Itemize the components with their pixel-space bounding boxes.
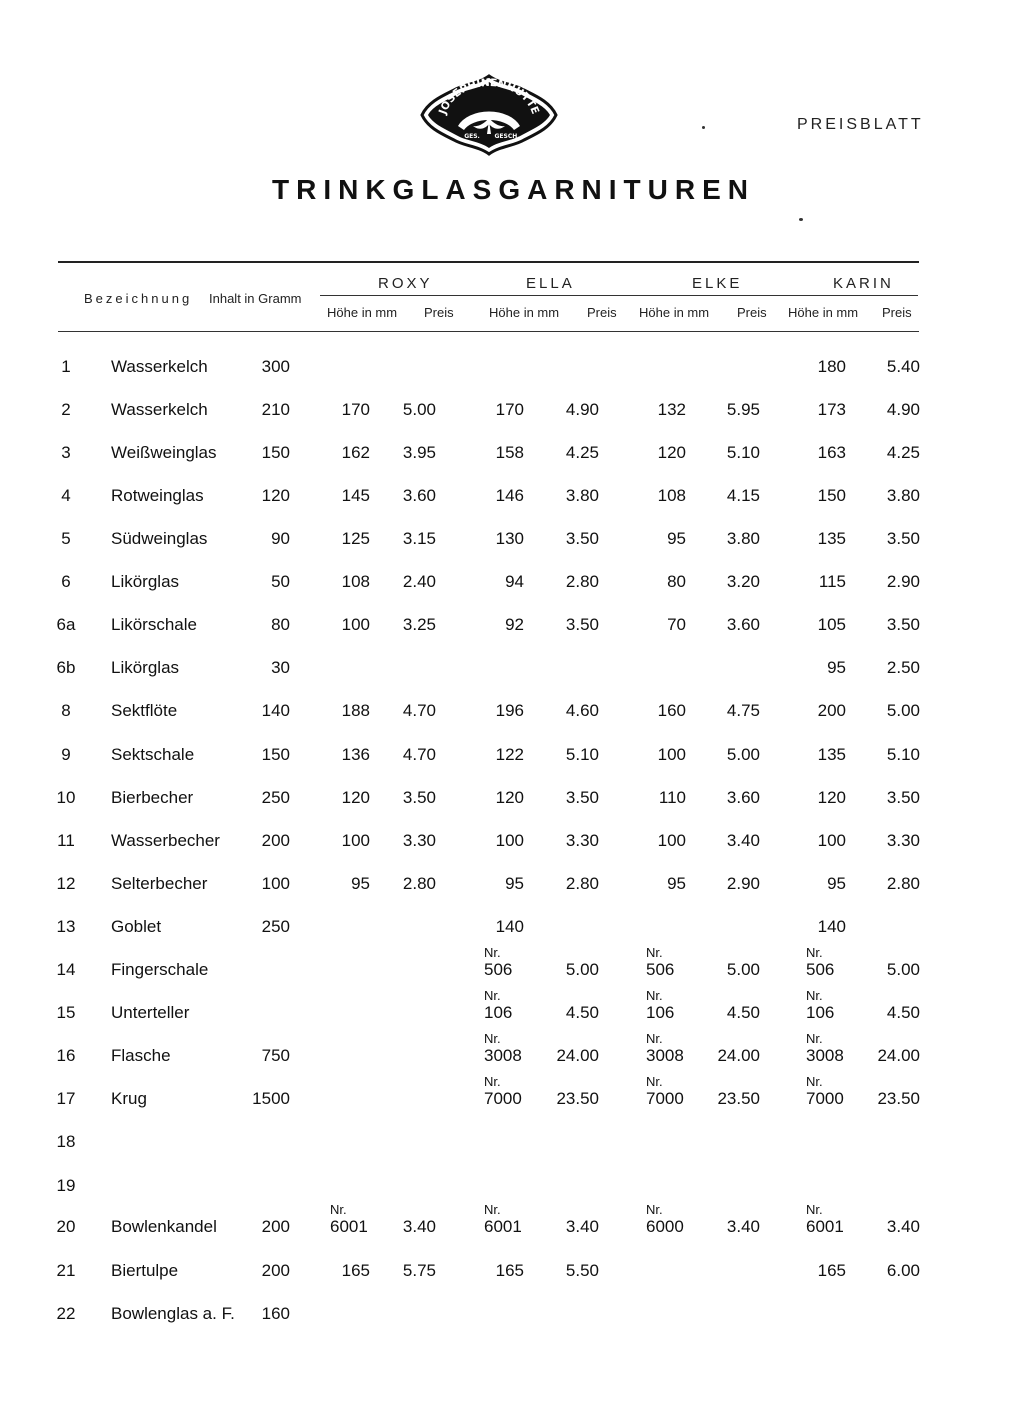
row-bezeichnung: Likörglas xyxy=(111,658,180,677)
table-row xyxy=(0,615,1024,635)
article-number-prefix: Nr. xyxy=(806,1202,823,1217)
cell-karin-p: 6.00 xyxy=(886,1261,920,1280)
row-number: 6b xyxy=(56,658,76,677)
cell-ella-p: 5.50 xyxy=(565,1261,599,1280)
logo-arc-text: JOSEPHINENHÜTTE xyxy=(436,76,542,116)
cell-ella-h: 92 xyxy=(505,615,524,634)
article-number xyxy=(646,1074,684,1109)
cell-elke-h: 132 xyxy=(657,400,686,419)
cell-karin-p: 4.90 xyxy=(886,400,920,419)
table-row xyxy=(0,831,1024,851)
cell-elke-p: 3.40 xyxy=(726,831,760,850)
cell-karin-p: 3.80 xyxy=(886,486,920,505)
cell-karin-p: 3.30 xyxy=(886,831,920,850)
column-header-bezeichnung: Bezeichnung xyxy=(84,291,193,306)
row-inhalt: 150 xyxy=(261,443,290,462)
article-number-value: 506 xyxy=(484,960,513,979)
subheader-hoehe-ella: Höhe in mm xyxy=(489,305,560,320)
cell-karin-h: 135 xyxy=(817,529,846,548)
cell-roxy-p: 3.15 xyxy=(402,529,436,548)
row-bezeichnung: Selterbecher xyxy=(111,874,208,893)
cell-karin-h: 165 xyxy=(817,1261,846,1280)
row-inhalt: 250 xyxy=(261,917,290,936)
article-number-value: 6001 xyxy=(484,1217,522,1236)
cell-elke-p: 5.95 xyxy=(726,400,760,419)
cell-ella-p: 3.40 xyxy=(565,1217,599,1236)
row-bezeichnung: Likörglas xyxy=(111,572,180,591)
table-row xyxy=(0,945,1024,980)
table-row xyxy=(0,1202,1024,1237)
article-number-value: 6001 xyxy=(806,1217,844,1236)
cell-ella-p: 2.80 xyxy=(565,874,599,893)
cell-roxy-p: 3.25 xyxy=(402,615,436,634)
article-number xyxy=(806,1202,844,1237)
article-number-prefix: Nr. xyxy=(806,1031,823,1046)
cell-elke-h: 80 xyxy=(667,572,686,591)
row-bezeichnung: Biertulpe xyxy=(111,1261,179,1280)
row-inhalt: 750 xyxy=(261,1046,290,1065)
row-inhalt: 200 xyxy=(261,1261,290,1280)
cell-roxy-h: 120 xyxy=(341,788,370,807)
subheader-preis-ella: Preis xyxy=(587,305,617,320)
cell-karin-p: 2.50 xyxy=(886,658,920,677)
row-bezeichnung: Flasche xyxy=(111,1046,171,1065)
cell-roxy-p: 4.70 xyxy=(402,701,436,720)
page-title: TRINKGLASGARNITUREN xyxy=(272,174,755,205)
row-bezeichnung: Krug xyxy=(111,1089,147,1108)
article-number-value: 3008 xyxy=(806,1046,844,1065)
subheader-preis-elke: Preis xyxy=(737,305,767,320)
cell-elke-p: 5.00 xyxy=(726,960,760,979)
header-rule-mid xyxy=(320,295,918,296)
row-bezeichnung: Wasserkelch xyxy=(111,357,208,376)
cell-roxy-p: 3.95 xyxy=(402,443,436,462)
article-number xyxy=(646,988,675,1023)
cell-elke-p: 5.10 xyxy=(726,443,760,462)
cell-ella-h: 140 xyxy=(495,917,524,936)
cell-roxy-h: 162 xyxy=(341,443,370,462)
article-number-prefix: Nr. xyxy=(484,988,501,1003)
cell-elke-h: 120 xyxy=(657,443,686,462)
article-number xyxy=(806,1031,844,1066)
row-bezeichnung: Wasserbecher xyxy=(111,831,220,850)
cell-ella-h: 94 xyxy=(505,572,524,591)
cell-ella-p: 5.10 xyxy=(565,745,599,764)
row-inhalt: 90 xyxy=(271,529,290,548)
article-number-value: 506 xyxy=(646,960,675,979)
logo-mark-right: GESCH. xyxy=(494,133,520,140)
row-number: 8 xyxy=(61,701,71,720)
row-inhalt: 150 xyxy=(261,745,290,764)
table-row xyxy=(0,988,1024,1023)
cell-ella-p: 4.60 xyxy=(565,701,599,720)
article-number xyxy=(646,1031,684,1066)
group-header-elke: ELKE xyxy=(692,275,743,292)
cell-karin-h: 120 xyxy=(817,788,846,807)
table-row xyxy=(0,1074,1024,1109)
article-number xyxy=(484,945,513,980)
article-number-prefix: Nr. xyxy=(484,1031,501,1046)
cell-karin-p: 5.10 xyxy=(886,745,920,764)
article-number-value: 3008 xyxy=(646,1046,684,1065)
article-number-value: 106 xyxy=(806,1003,835,1022)
subheader-hoehe-elke: Höhe in mm xyxy=(639,305,710,320)
cell-roxy-h: 108 xyxy=(341,572,370,591)
cell-elke-h: 95 xyxy=(667,874,686,893)
print-speck xyxy=(799,218,803,221)
table-row xyxy=(0,917,1024,937)
row-number: 18 xyxy=(56,1132,76,1151)
table-row xyxy=(0,486,1024,506)
cell-elke-p: 2.90 xyxy=(726,874,760,893)
cell-karin-h: 200 xyxy=(817,701,846,720)
cell-ella-h: 158 xyxy=(495,443,524,462)
row-inhalt: 200 xyxy=(261,831,290,850)
cell-roxy-p: 5.00 xyxy=(402,400,436,419)
article-number-prefix: Nr. xyxy=(806,1074,823,1089)
row-bezeichnung: Weißweinglas xyxy=(111,443,217,462)
cell-ella-p: 3.50 xyxy=(565,788,599,807)
cell-roxy-h: 100 xyxy=(341,831,370,850)
article-number xyxy=(806,1074,844,1109)
row-number: 11 xyxy=(57,831,75,850)
cell-ella-h: 122 xyxy=(495,745,524,764)
cell-karin-h: 135 xyxy=(817,745,846,764)
cell-karin-p: 3.40 xyxy=(886,1217,920,1236)
row-number: 2 xyxy=(61,400,71,419)
cell-elke-p: 3.80 xyxy=(726,529,760,548)
row-inhalt: 300 xyxy=(261,357,290,376)
article-number-prefix: Nr. xyxy=(484,1202,501,1217)
row-bezeichnung: Südweinglas xyxy=(111,529,208,548)
row-inhalt: 210 xyxy=(261,400,290,419)
cell-karin-h: 150 xyxy=(817,486,846,505)
cell-elke-p: 24.00 xyxy=(717,1046,760,1065)
article-number xyxy=(806,988,835,1023)
cell-elke-p: 4.50 xyxy=(726,1003,760,1022)
cell-karin-p: 5.00 xyxy=(886,701,920,720)
table-row xyxy=(0,745,1024,765)
article-number-prefix: Nr. xyxy=(806,988,823,1003)
row-number: 5 xyxy=(61,529,71,548)
row-bezeichnung: Bierbecher xyxy=(111,788,194,807)
article-number-value: 6001 xyxy=(330,1217,368,1236)
cell-roxy-p: 3.60 xyxy=(402,486,436,505)
cell-ella-p: 4.90 xyxy=(565,400,599,419)
cell-karin-p: 4.50 xyxy=(886,1003,920,1022)
cell-elke-p: 5.00 xyxy=(726,745,760,764)
cell-elke-p: 3.60 xyxy=(726,788,760,807)
cell-karin-p: 3.50 xyxy=(886,529,920,548)
row-number: 1 xyxy=(61,357,71,376)
cell-ella-p: 4.25 xyxy=(565,443,599,462)
row-bezeichnung: Sektschale xyxy=(111,745,195,764)
cell-ella-h: 120 xyxy=(495,788,524,807)
row-number: 12 xyxy=(56,874,76,893)
article-number-prefix: Nr. xyxy=(646,1074,663,1089)
cell-roxy-p: 2.80 xyxy=(402,874,436,893)
article-number-value: 506 xyxy=(806,960,835,979)
cell-karin-p: 3.50 xyxy=(886,615,920,634)
cell-ella-p: 3.80 xyxy=(565,486,599,505)
cell-roxy-h: 125 xyxy=(341,529,370,548)
row-bezeichnung: Likörschale xyxy=(111,615,197,634)
logo-emblem-icon xyxy=(418,72,560,158)
cell-ella-p: 2.80 xyxy=(565,572,599,591)
sheet-label: PREISBLATT xyxy=(797,116,924,133)
row-bezeichnung: Wasserkelch xyxy=(111,400,208,419)
row-bezeichnung: Fingerschale xyxy=(111,960,209,979)
article-number xyxy=(484,1031,522,1066)
row-bezeichnung: Unterteller xyxy=(111,1003,190,1022)
cell-karin-p: 24.00 xyxy=(877,1046,920,1065)
table-row xyxy=(0,1031,1024,1066)
cell-karin-p: 2.90 xyxy=(886,572,920,591)
print-speck xyxy=(702,126,705,129)
group-header-ella: ELLA xyxy=(526,275,575,292)
row-inhalt: 30 xyxy=(271,658,290,677)
cell-elke-h: 110 xyxy=(658,788,686,807)
logo-mark-left: GES. xyxy=(464,133,480,140)
cell-karin-p: 2.80 xyxy=(886,874,920,893)
row-number: 22 xyxy=(56,1304,76,1323)
table-row xyxy=(0,529,1024,549)
josephinenhuette-logo xyxy=(418,72,560,158)
cell-roxy-h: 188 xyxy=(341,701,370,720)
cell-karin-h: 163 xyxy=(817,443,846,462)
cell-karin-p: 5.40 xyxy=(886,357,920,376)
cell-karin-h: 140 xyxy=(817,917,846,936)
cell-roxy-h: 170 xyxy=(341,400,370,419)
cell-karin-h: 95 xyxy=(827,874,846,893)
table-row xyxy=(0,357,1024,377)
row-inhalt: 140 xyxy=(261,701,290,720)
cell-karin-p: 4.25 xyxy=(886,443,920,462)
column-header-inhalt: Inhalt in Gramm xyxy=(209,291,302,306)
row-inhalt: 120 xyxy=(261,486,290,505)
row-number: 3 xyxy=(61,443,71,462)
article-number xyxy=(646,945,675,980)
table-row xyxy=(0,874,1024,894)
subheader-hoehe-karin: Höhe in mm xyxy=(788,305,859,320)
article-number-prefix: Nr. xyxy=(330,1202,347,1217)
cell-karin-h: 100 xyxy=(817,831,846,850)
cell-ella-h: 130 xyxy=(495,529,524,548)
cell-karin-h: 115 xyxy=(818,572,846,591)
row-number: 19 xyxy=(56,1176,76,1195)
cell-roxy-h: 100 xyxy=(341,615,370,634)
cell-elke-h: 70 xyxy=(667,615,686,634)
cell-ella-p: 4.50 xyxy=(565,1003,599,1022)
row-number: 17 xyxy=(56,1089,76,1108)
subheader-preis-karin: Preis xyxy=(882,305,912,320)
cell-roxy-h: 95 xyxy=(351,874,370,893)
cell-elke-p: 3.40 xyxy=(726,1217,760,1236)
row-bezeichnung: Rotweinglas xyxy=(111,486,204,505)
article-number-value: 6000 xyxy=(646,1217,684,1236)
cell-karin-h: 105 xyxy=(817,615,846,634)
cell-karin-h: 180 xyxy=(817,357,846,376)
group-header-roxy: ROXY xyxy=(378,275,433,292)
cell-ella-h: 165 xyxy=(495,1261,524,1280)
table-row xyxy=(0,1176,1024,1196)
article-number xyxy=(484,1202,522,1237)
row-inhalt: 1500 xyxy=(252,1089,290,1108)
article-number xyxy=(330,1202,368,1237)
row-number: 10 xyxy=(56,788,76,807)
article-number-value: 7000 xyxy=(806,1089,844,1108)
article-number xyxy=(806,945,835,980)
cell-roxy-p: 5.75 xyxy=(402,1261,436,1280)
row-bezeichnung: Goblet xyxy=(111,917,162,936)
row-inhalt: 100 xyxy=(261,874,290,893)
cell-roxy-p: 4.70 xyxy=(402,745,436,764)
cell-ella-p: 5.00 xyxy=(565,960,599,979)
cell-roxy-h: 145 xyxy=(341,486,370,505)
row-bezeichnung: Bowlenkandel xyxy=(111,1217,217,1236)
table-row xyxy=(0,788,1024,808)
article-number-prefix: Nr. xyxy=(646,945,663,960)
article-number-value: 3008 xyxy=(484,1046,522,1065)
cell-elke-h: 160 xyxy=(657,701,686,720)
table-row xyxy=(0,572,1024,592)
cell-karin-p: 5.00 xyxy=(886,960,920,979)
header-rule-bottom xyxy=(58,331,919,332)
row-number: 21 xyxy=(56,1261,76,1280)
cell-elke-p: 3.60 xyxy=(726,615,760,634)
article-number-prefix: Nr. xyxy=(484,1074,501,1089)
row-inhalt: 200 xyxy=(261,1217,290,1236)
row-number: 16 xyxy=(56,1046,76,1065)
cell-roxy-p: 3.30 xyxy=(402,831,436,850)
subheader-preis-roxy: Preis xyxy=(424,305,454,320)
row-inhalt: 250 xyxy=(261,788,290,807)
cell-karin-h: 173 xyxy=(817,400,846,419)
cell-karin-p: 23.50 xyxy=(877,1089,920,1108)
header-rule-top xyxy=(58,261,919,263)
subheader-hoehe-roxy: Höhe in mm xyxy=(327,305,398,320)
article-number-value: 106 xyxy=(484,1003,513,1022)
row-bezeichnung: Sektflöte xyxy=(111,701,178,720)
cell-elke-p: 4.15 xyxy=(726,486,760,505)
cell-ella-h: 170 xyxy=(495,400,524,419)
cell-ella-h: 95 xyxy=(505,874,524,893)
article-number-prefix: Nr. xyxy=(806,945,823,960)
cell-ella-p: 23.50 xyxy=(556,1089,599,1108)
cell-roxy-p: 3.50 xyxy=(402,788,436,807)
cell-ella-h: 100 xyxy=(495,831,524,850)
cell-roxy-h: 165 xyxy=(341,1261,370,1280)
group-header-karin: KARIN xyxy=(833,275,894,292)
cell-elke-h: 100 xyxy=(657,745,686,764)
row-inhalt: 50 xyxy=(271,572,290,591)
article-number-prefix: Nr. xyxy=(646,988,663,1003)
cell-roxy-h: 136 xyxy=(341,745,370,764)
row-number: 6a xyxy=(56,615,76,634)
cell-elke-h: 108 xyxy=(657,486,686,505)
article-number-prefix: Nr. xyxy=(646,1202,663,1217)
row-number: 20 xyxy=(56,1217,76,1236)
cell-ella-p: 3.30 xyxy=(565,831,599,850)
cell-elke-p: 23.50 xyxy=(717,1089,760,1108)
row-number: 4 xyxy=(61,486,71,505)
cell-ella-h: 146 xyxy=(495,486,524,505)
article-number xyxy=(484,988,513,1023)
cell-ella-p: 24.00 xyxy=(556,1046,599,1065)
table-row xyxy=(0,1304,1024,1324)
article-number-prefix: Nr. xyxy=(646,1031,663,1046)
table-row xyxy=(0,443,1024,463)
article-number-value: 7000 xyxy=(484,1089,522,1108)
table-row xyxy=(0,701,1024,721)
article-number-value: 106 xyxy=(646,1003,675,1022)
article-number-prefix: Nr. xyxy=(484,945,501,960)
cell-elke-h: 95 xyxy=(667,529,686,548)
row-inhalt: 160 xyxy=(261,1304,290,1323)
cell-karin-p: 3.50 xyxy=(886,788,920,807)
row-number: 13 xyxy=(56,917,76,936)
article-number xyxy=(484,1074,522,1109)
cell-elke-h: 100 xyxy=(657,831,686,850)
row-number: 14 xyxy=(56,960,76,979)
cell-elke-p: 3.20 xyxy=(726,572,760,591)
table-row xyxy=(0,1261,1024,1281)
article-number xyxy=(646,1202,684,1237)
cell-ella-h: 196 xyxy=(495,701,524,720)
article-number-value: 7000 xyxy=(646,1089,684,1108)
row-number: 9 xyxy=(61,745,71,764)
row-inhalt: 80 xyxy=(271,615,290,634)
table-row xyxy=(0,658,1024,678)
table-row xyxy=(0,1132,1024,1152)
cell-ella-p: 3.50 xyxy=(565,615,599,634)
cell-karin-h: 95 xyxy=(827,658,846,677)
row-number: 15 xyxy=(56,1003,76,1022)
cell-roxy-p: 2.40 xyxy=(402,572,436,591)
table-row xyxy=(0,400,1024,420)
row-bezeichnung: Bowlenglas a. F. xyxy=(111,1304,235,1323)
cell-roxy-p: 3.40 xyxy=(402,1217,436,1236)
cell-elke-p: 4.75 xyxy=(726,701,760,720)
cell-ella-p: 3.50 xyxy=(565,529,599,548)
row-number: 6 xyxy=(61,572,71,591)
